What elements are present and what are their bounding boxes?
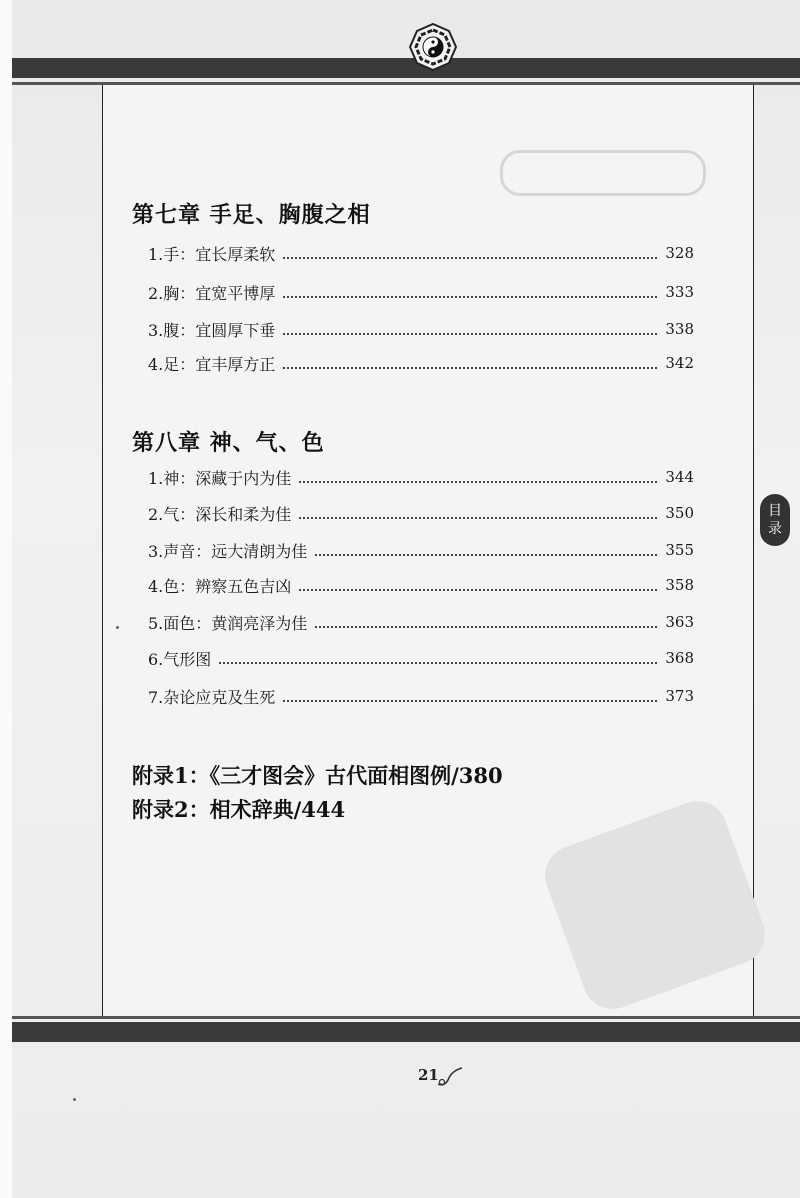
toc-entry-page: 342 [665,354,694,372]
toc-leader-dots [283,323,657,335]
toc-entry-page: 350 [665,504,694,522]
toc-entry[interactable] [148,464,694,490]
side-tab-char: 录 [768,521,782,537]
toc-leader-dots [283,357,657,369]
toc-leader-dots [219,652,657,664]
toc-leader-dots [315,544,657,556]
toc-entry-label: 5.面色：黄润亮泽为佳 [148,613,308,633]
toc-entry-label: 2.气：深长和柔为佳 [148,504,292,524]
toc-entry-label: 3.腹：宜圆厚下垂 [148,320,276,340]
toc-leader-dots [315,616,657,628]
toc-leader-dots [283,286,657,298]
toc-entry[interactable] [148,645,694,671]
toc-entry-page: 338 [665,320,694,338]
side-tab-char: 目 [768,503,782,519]
toc-entry[interactable] [148,279,694,305]
scan-speck [73,1098,76,1101]
toc-entry[interactable] [148,537,694,563]
table-of-contents-tab [760,494,790,546]
toc-entry-page: 358 [665,576,694,594]
toc-entry[interactable] [148,609,694,635]
toc-entry-label: 7.杂论应克及生死 [148,687,276,707]
toc-entry-page: 328 [665,244,694,262]
toc-entry-page: 355 [665,541,694,559]
toc-leader-dots [299,471,657,483]
toc-entry-label: 1.手：宜长厚柔软 [148,244,276,264]
bottom-decorative-bar [12,1022,800,1042]
toc-entry-label: 6.气形图 [148,649,212,669]
toc-entry[interactable] [148,316,694,342]
toc-entry-label: 4.色：辨察五色吉凶 [148,576,292,596]
appendix-entry[interactable]: 附录1：《三才图会》古代面相图例/380 [132,763,503,788]
toc-entry-page: 333 [665,283,694,301]
toc-entry-page: 368 [665,649,694,667]
toc-entry[interactable] [148,500,694,526]
toc-entry-page: 344 [665,468,694,486]
appendix-entry[interactable]: 附录2：相术辞典/444 [132,797,346,822]
toc-leader-dots [299,507,657,519]
toc-entry-page: 373 [665,687,694,705]
toc-leader-dots [283,690,657,702]
toc-entry[interactable] [148,240,694,266]
toc-leader-dots [299,579,657,591]
chapter-title: 第八章 神、气、色 [132,430,325,456]
chapter-title: 第七章 手足、胸腹之相 [132,202,371,228]
swirl-ornament-icon [436,1064,466,1088]
toc-entry-label: 1.神：深藏于内为佳 [148,468,292,488]
toc-entry[interactable] [148,683,694,709]
toc-entry[interactable] [148,350,694,376]
toc-entry-label: 2.胸：宜宽平博厚 [148,283,276,303]
page-number: 21 [418,1066,439,1084]
toc-entry-page: 363 [665,613,694,631]
left-margin [0,0,12,1198]
top-decorative-bar [12,58,800,78]
toc-entry[interactable] [148,572,694,598]
scan-speck [116,626,119,629]
bottom-rule [12,1016,800,1019]
toc-entry-label: 4.足：宜丰厚方正 [148,354,276,374]
toc-entry-label: 3.声音：远大清朗为佳 [148,541,308,561]
toc-leader-dots [283,247,657,259]
taiji-emblem-icon [408,22,458,72]
